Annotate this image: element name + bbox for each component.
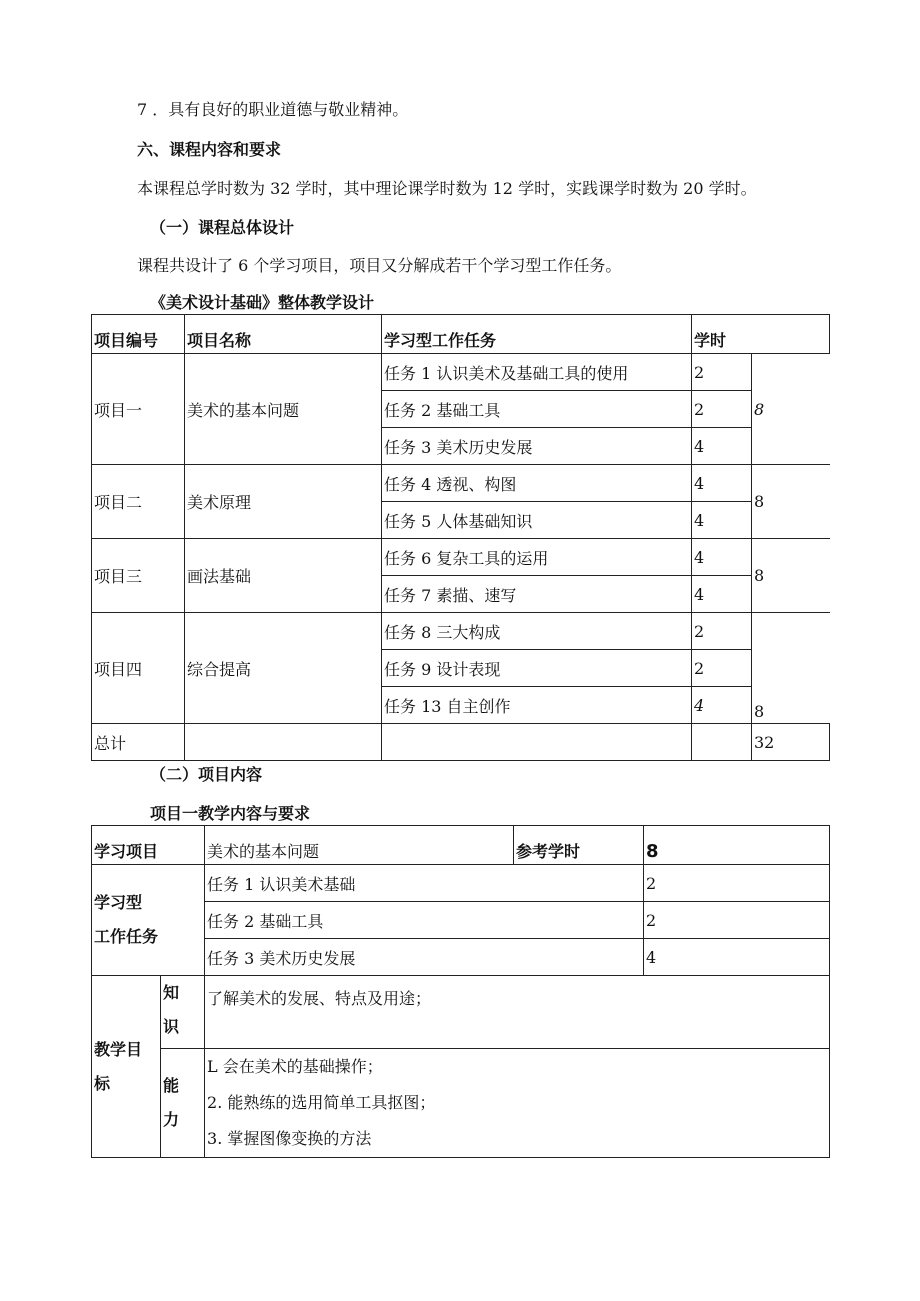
goal-item-7: 7 ．具有良好的职业道德与敬业精神。 bbox=[137, 100, 409, 119]
project-id: 项目四 bbox=[92, 613, 185, 724]
task-hours: 2 bbox=[692, 613, 752, 650]
task-hours: 4 bbox=[692, 576, 752, 613]
project-total-hours: 8 bbox=[752, 613, 830, 724]
task-hours: 4 bbox=[692, 428, 752, 465]
table-row bbox=[92, 465, 830, 502]
empty-cell bbox=[692, 724, 752, 761]
project-label: 学习项目 bbox=[92, 826, 205, 865]
subsection-heading-2: （二）项目内容 bbox=[150, 765, 263, 784]
ability-label-1: 能 bbox=[163, 1076, 180, 1095]
empty-cell bbox=[382, 724, 692, 761]
header-hours: 学时 bbox=[692, 315, 830, 354]
table-header-row bbox=[92, 315, 830, 354]
task-name: 任务 5 人体基础知识 bbox=[382, 502, 692, 539]
task-hours: 4 bbox=[644, 939, 830, 976]
task-name: 任务 9 设计表现 bbox=[382, 650, 692, 687]
section-heading-6: 六、课程内容和要求 bbox=[137, 140, 282, 159]
task-name: 任务 1 认识美术及基础工具的使用 bbox=[382, 354, 692, 391]
knowledge-label bbox=[161, 976, 205, 1049]
design-description: 课程共设计了 6 个学习项目，项目又分解成若干个学习型工作任务。 bbox=[137, 256, 622, 275]
task-hours: 4 bbox=[692, 539, 752, 576]
task-hours: 2 bbox=[644, 865, 830, 902]
empty-cell bbox=[185, 724, 382, 761]
knowledge-text: 了解美术的发展、特点及用途； bbox=[205, 976, 830, 1049]
table1-caption: 《美术设计基础》整体教学设计 bbox=[150, 293, 375, 312]
task-name: 任务 4 透视、构图 bbox=[382, 465, 692, 502]
project-total-hours: 8 bbox=[752, 354, 830, 465]
total-hours: 32 bbox=[752, 724, 830, 761]
project-total-hours: 8 bbox=[752, 465, 830, 539]
subsection-heading-1: （一）课程总体设计 bbox=[150, 218, 295, 237]
task-name: 任务 6 复杂工具的运用 bbox=[382, 539, 692, 576]
project1-table bbox=[91, 825, 830, 1158]
task-hours: 2 bbox=[644, 902, 830, 939]
task-hours: 4 bbox=[692, 687, 752, 724]
tasks-label-line2: 工作任务 bbox=[94, 927, 159, 946]
project-name-value: 美术的基本问题 bbox=[205, 826, 514, 865]
project-id: 项目一 bbox=[92, 354, 185, 465]
task-hours: 2 bbox=[692, 354, 752, 391]
task-name: 任务 1 认识美术基础 bbox=[205, 865, 644, 902]
project-name: 画法基础 bbox=[185, 539, 382, 613]
task-name: 任务 7 素描、速写 bbox=[382, 576, 692, 613]
table-total-row bbox=[92, 724, 830, 761]
ability-item: 2. 能熟练的选用简单工具抠图； bbox=[207, 1093, 436, 1112]
task-name: 任务 13 自主创作 bbox=[382, 687, 692, 724]
hours-summary: 本课程总学时数为 32 学时，其中理论课学时数为 12 学时，实践课学时数为 20 学时。 bbox=[137, 179, 757, 198]
table-row bbox=[92, 865, 830, 902]
table-row bbox=[92, 1049, 830, 1158]
ability-item: L 会在美术的基础操作； bbox=[207, 1057, 383, 1076]
task-name: 任务 2 基础工具 bbox=[205, 902, 644, 939]
task-name: 任务 8 三大构成 bbox=[382, 613, 692, 650]
task-hours: 4 bbox=[692, 465, 752, 502]
project-name: 美术原理 bbox=[185, 465, 382, 539]
ref-hours-label: 参考学时 bbox=[514, 826, 644, 865]
project-name: 综合提高 bbox=[185, 613, 382, 724]
ability-items bbox=[205, 1049, 830, 1158]
table-row bbox=[92, 539, 830, 576]
ref-hours-value: 8 bbox=[644, 826, 830, 865]
ability-label bbox=[161, 1049, 205, 1158]
header-work-task: 学习型工作任务 bbox=[382, 315, 692, 354]
project-id: 项目三 bbox=[92, 539, 185, 613]
task-name: 任务 3 美术历史发展 bbox=[205, 939, 644, 976]
project-id: 项目二 bbox=[92, 465, 185, 539]
knowledge-label-2: 识 bbox=[163, 1017, 180, 1036]
task-hours: 2 bbox=[692, 391, 752, 428]
table2-caption: 项目一教学内容与要求 bbox=[150, 804, 311, 823]
tasks-label-line1: 学习型 bbox=[94, 893, 143, 912]
total-label: 总计 bbox=[92, 724, 185, 761]
ability-label-2: 力 bbox=[163, 1110, 180, 1129]
ability-item: 3. 掌握图像变换的方法 bbox=[207, 1129, 372, 1148]
goals-label-line2: 标 bbox=[94, 1073, 111, 1093]
header-project-id: 项目编号 bbox=[92, 315, 185, 354]
tasks-label bbox=[92, 865, 205, 976]
goals-label-line1: 教学目 bbox=[94, 1039, 143, 1059]
table-row bbox=[92, 354, 830, 391]
table-row bbox=[92, 826, 830, 865]
header-project-name: 项目名称 bbox=[185, 315, 382, 354]
task-hours: 2 bbox=[692, 650, 752, 687]
project-name: 美术的基本问题 bbox=[185, 354, 382, 465]
table-row bbox=[92, 613, 830, 650]
task-name: 任务 3 美术历史发展 bbox=[382, 428, 692, 465]
overall-design-table bbox=[91, 314, 830, 761]
table-row bbox=[92, 976, 830, 1049]
task-name: 任务 2 基础工具 bbox=[382, 391, 692, 428]
task-hours: 4 bbox=[692, 502, 752, 539]
project-total-hours: 8 bbox=[752, 539, 830, 613]
goals-label bbox=[92, 976, 161, 1158]
knowledge-label-1: 知 bbox=[163, 983, 180, 1002]
